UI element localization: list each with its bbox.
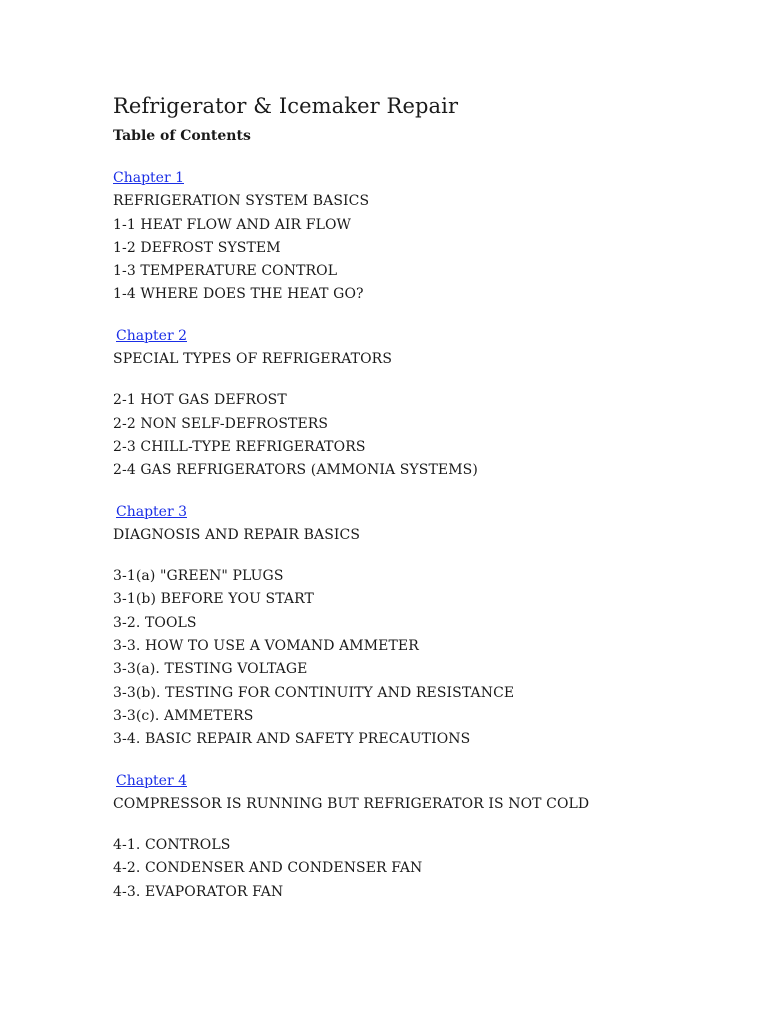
section-item: 3-1(b) BEFORE YOU START [113,591,314,608]
chapter-2-block [113,325,733,483]
spacer [113,816,733,834]
section-item: 3-3(a). TESTING VOLTAGE [113,661,308,678]
section-item: 2-2 NON SELF-DEFROSTERS [113,415,329,432]
section-item: 3-2. TOOLS [113,614,197,631]
section-item: 1-4 WHERE DOES THE HEAT GO? [113,286,364,303]
document-title: Refrigerator & Icemaker Repair [113,94,459,118]
document-page [113,92,733,904]
spacer [113,307,733,325]
chapter-1-heading: REFRIGERATION SYSTEM BASICS [113,193,370,210]
section-item: 4-1. CONTROLS [113,837,231,854]
chapter-3-link[interactable]: Chapter 3 [116,503,187,520]
section-item: 4-2. CONDENSER AND CONDENSER FAN [113,860,423,877]
section-item: 1-2 DEFROST SYSTEM [113,239,281,256]
section-item: 3-4. BASIC REPAIR AND SAFETY PRECAUTIONS [113,731,471,748]
section-item: 2-1 HOT GAS DEFROST [113,392,287,409]
section-item: 3-3(c). AMMETERS [113,707,254,724]
chapter-1-link[interactable]: Chapter 1 [113,170,184,186]
section-item: 4-3. EVAPORATOR FAN [113,883,284,900]
spacer [113,547,733,565]
chapter-2-link[interactable]: Chapter 2 [116,327,187,344]
table-of-contents-heading: Table of Contents [113,128,251,144]
chapter-4-heading: COMPRESSOR IS RUNNING BUT REFRIGERATOR IS NOT COLD [113,795,590,812]
chapter-4-link[interactable]: Chapter 4 [116,772,187,789]
spacer [113,752,733,770]
chapter-3-block [113,501,733,752]
chapter-1-block [113,167,733,307]
section-item: 2-3 CHILL-TYPE REFRIGERATORS [113,438,366,455]
section-item: 1-1 HEAT FLOW AND AIR FLOW [113,216,352,233]
section-item: 3-3(b). TESTING FOR CONTINUITY AND RESISTANCE [113,684,515,701]
section-item: 1-3 TEMPERATURE CONTROL [113,263,338,280]
section-item: 2-4 GAS REFRIGERATORS (AMMONIA SYSTEMS) [113,462,478,479]
section-item: 3-1(a) "GREEN" PLUGS [113,568,284,585]
spacer [113,483,733,501]
chapter-3-heading: DIAGNOSIS AND REPAIR BASICS [113,526,361,543]
chapter-4-block [113,770,733,904]
chapter-2-heading: SPECIAL TYPES OF REFRIGERATORS [113,351,393,368]
section-item: 3-3. HOW TO USE A VOMAND AMMETER [113,638,419,655]
spacer [113,146,733,167]
spacer [113,371,733,389]
